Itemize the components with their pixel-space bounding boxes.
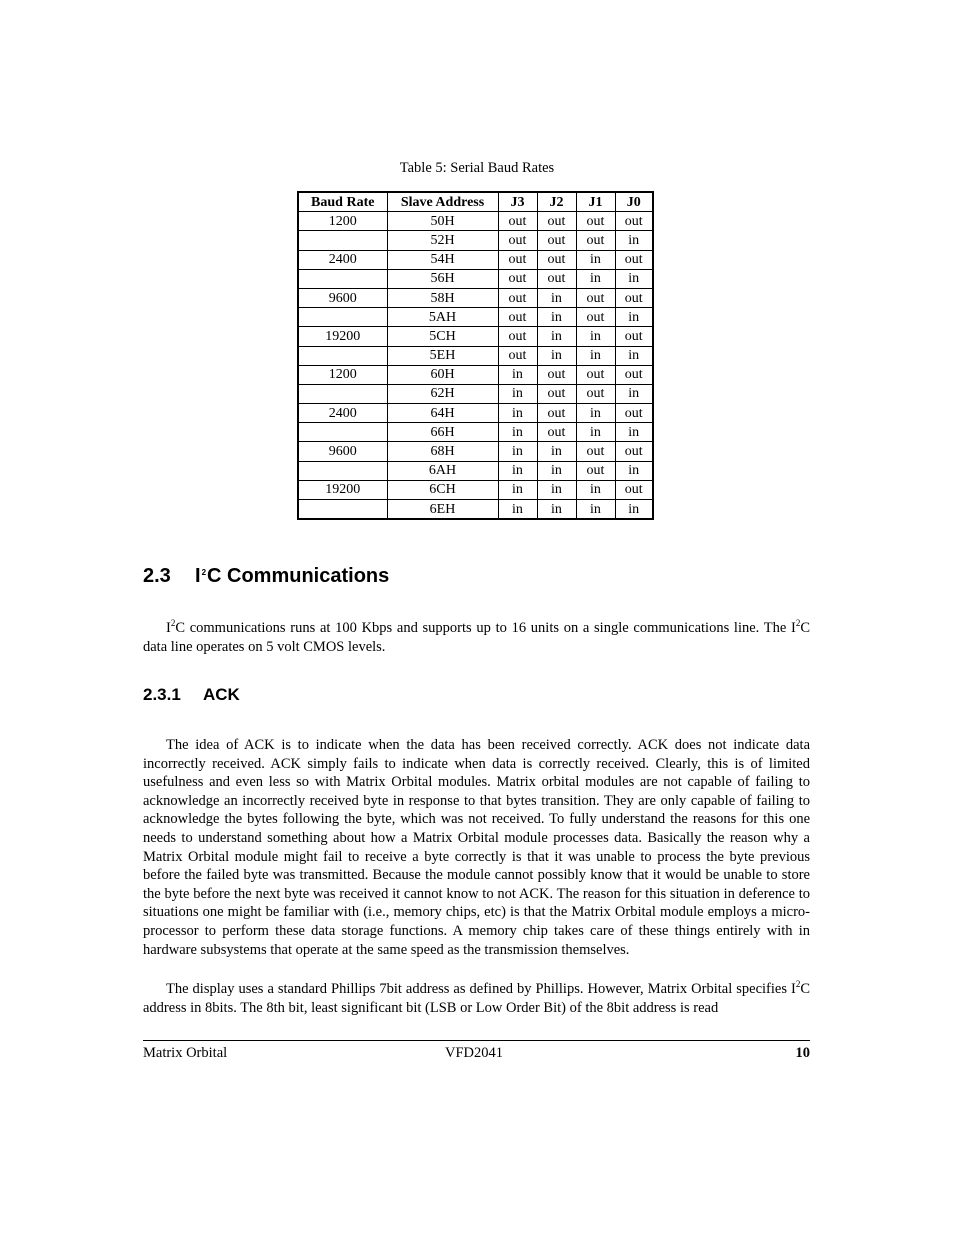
para-text: C address in 8bits. The 8th bit, least significant bit (LSB or Low Order Bit) of the 8bit address is read xyxy=(143,981,810,1016)
table-cell: in xyxy=(576,480,615,499)
table-cell: out xyxy=(576,365,615,384)
para-superscript: 2 xyxy=(795,618,801,628)
table-cell: 68H xyxy=(387,442,498,461)
table-cell xyxy=(298,231,387,250)
page-number: 10 xyxy=(795,1045,810,1061)
table-cell: out xyxy=(537,231,576,250)
table-cell: out xyxy=(498,308,537,327)
table-cell: in xyxy=(537,288,576,307)
subsection-heading xyxy=(143,685,240,705)
table-cell: 50H xyxy=(387,212,498,231)
table-cell: out xyxy=(498,231,537,250)
section-title-rest: C Communications xyxy=(207,565,390,587)
table-cell: 9600 xyxy=(298,442,387,461)
section-title-i: I xyxy=(195,565,201,587)
table-cell: in xyxy=(537,308,576,327)
ack-paragraph-2 xyxy=(143,980,810,1017)
table-cell: in xyxy=(615,500,653,520)
table-cell: out xyxy=(498,327,537,346)
table-cell: out xyxy=(615,404,653,423)
table-cell: out xyxy=(576,288,615,307)
table-row xyxy=(298,212,653,231)
table-cell: in xyxy=(537,500,576,520)
table-cell: in xyxy=(576,269,615,288)
header-j3: J3 xyxy=(498,192,537,212)
para-text: C communications runs at 100 Kbps and supports up to 16 units on a single communications line. The I xyxy=(175,620,796,636)
table-row xyxy=(298,327,653,346)
table-cell: in xyxy=(537,327,576,346)
table-row xyxy=(298,384,653,403)
table-cell: in xyxy=(498,365,537,384)
table-cell: 1200 xyxy=(298,212,387,231)
table-cell: in xyxy=(498,480,537,499)
table-cell: in xyxy=(498,461,537,480)
table-row xyxy=(298,442,653,461)
table-cell: out xyxy=(498,269,537,288)
table-body xyxy=(298,212,653,520)
table-cell: 52H xyxy=(387,231,498,250)
table-cell: out xyxy=(576,231,615,250)
table-cell: in xyxy=(615,269,653,288)
table-cell: 2400 xyxy=(298,404,387,423)
table-cell: in xyxy=(576,500,615,520)
table-row xyxy=(298,231,653,250)
table-cell: in xyxy=(537,346,576,365)
table-cell: 56H xyxy=(387,269,498,288)
table-cell: out xyxy=(537,250,576,269)
para-superscript: 2 xyxy=(170,618,176,628)
header-baud-rate: Baud Rate xyxy=(298,192,387,212)
table-header-row xyxy=(298,192,653,212)
table-cell: out xyxy=(498,212,537,231)
table-cell: 5EH xyxy=(387,346,498,365)
table-cell xyxy=(298,423,387,442)
table-cell: out xyxy=(537,212,576,231)
table-cell xyxy=(298,500,387,520)
table-cell xyxy=(298,308,387,327)
header-j2: J2 xyxy=(537,192,576,212)
table-cell: in xyxy=(498,500,537,520)
table-cell: 6CH xyxy=(387,480,498,499)
footer-left: Matrix Orbital xyxy=(143,1045,228,1061)
table-cell: in xyxy=(615,346,653,365)
table-cell: 64H xyxy=(387,404,498,423)
footer-rule xyxy=(143,1040,810,1041)
table-cell: 5AH xyxy=(387,308,498,327)
table-row xyxy=(298,480,653,499)
table-cell: in xyxy=(615,461,653,480)
table-cell: in xyxy=(498,442,537,461)
table-cell: 19200 xyxy=(298,480,387,499)
table-cell: out xyxy=(498,250,537,269)
table-cell: out xyxy=(576,212,615,231)
ack-paragraph-1: The idea of ACK is to indicate when the data has been received correctly. ACK does not indicate data incorrectly received. ACK simply fails to indicate when data is correctly received. Clearly, this is of limited usefulness and even less so with Matrix Orbital modules. Matrix orbital modules are not capable of failing to acknowledge an incorrectly received byte in response to that bytes transition. They are only capable of failing to acknowledge the bytes following the byte, which was not received. To fully understand the reasons for this one needs to understand something about how a Matrix Orbital module processes data. Basically the reason why a Matrix Orbital module might fail to receive a byte correctly is that it was unable to process the byte previous before the failed byte was transmitted. Because the module cannot possibly know that it would be unable to store the byte before the next byte was received it cannot know to not ACK. The reason for this situation in deference to situations one might be familiar with (i.e., memory chips, etc) is that the Matrix Orbital module employs a micro-processor to perform these data storage functions. A memory chip takes care of these things entirely with in hardware subsystems that operate at the same speed as the transmission themselves. xyxy=(143,737,810,958)
section-heading xyxy=(143,565,389,588)
table-row xyxy=(298,346,653,365)
table-cell: out xyxy=(498,346,537,365)
table-cell: out xyxy=(537,423,576,442)
table-cell: out xyxy=(576,308,615,327)
table-cell: 6EH xyxy=(387,500,498,520)
table-cell: out xyxy=(537,365,576,384)
table-cell: out xyxy=(537,384,576,403)
serial-baud-rates-table xyxy=(297,191,654,520)
table-cell: 19200 xyxy=(298,327,387,346)
table-cell: 2400 xyxy=(298,250,387,269)
subsection-number: 2.3.1 xyxy=(143,685,181,704)
table-cell xyxy=(298,346,387,365)
table-row xyxy=(298,288,653,307)
table-cell: out xyxy=(576,442,615,461)
table-row xyxy=(298,423,653,442)
header-slave-address: Slave Address xyxy=(387,192,498,212)
table-cell: in xyxy=(576,423,615,442)
table-cell: 6AH xyxy=(387,461,498,480)
table-cell: in xyxy=(576,404,615,423)
header-j0: J0 xyxy=(615,192,653,212)
table-cell: out xyxy=(537,404,576,423)
table-cell xyxy=(298,384,387,403)
table-cell: 5CH xyxy=(387,327,498,346)
table-cell: in xyxy=(498,423,537,442)
subsection-title: ACK xyxy=(203,685,240,704)
para-text: I xyxy=(166,620,171,636)
table-cell: in xyxy=(498,404,537,423)
table-caption: Table 5: Serial Baud Rates xyxy=(399,160,555,176)
table-cell: 9600 xyxy=(298,288,387,307)
table-cell: 62H xyxy=(387,384,498,403)
para-text: C data line operates on 5 volt CMOS levels. xyxy=(143,620,810,655)
table-row xyxy=(298,461,653,480)
table-row xyxy=(298,365,653,384)
table-cell: out xyxy=(615,212,653,231)
para-superscript: 2 xyxy=(795,979,801,989)
table-cell: in xyxy=(615,308,653,327)
table-cell: 60H xyxy=(387,365,498,384)
table-cell xyxy=(298,269,387,288)
table-cell: 1200 xyxy=(298,365,387,384)
table-cell: out xyxy=(615,365,653,384)
table-cell: out xyxy=(498,288,537,307)
section-title-superscript: 2 xyxy=(201,568,207,577)
table-cell: out xyxy=(576,461,615,480)
header-j1: J1 xyxy=(576,192,615,212)
table-cell: 66H xyxy=(387,423,498,442)
section-paragraph xyxy=(143,619,810,656)
table-cell: out xyxy=(615,480,653,499)
table-cell: 54H xyxy=(387,250,498,269)
table-cell: in xyxy=(576,250,615,269)
table-cell: out xyxy=(537,269,576,288)
table-cell: out xyxy=(615,288,653,307)
table-row xyxy=(298,500,653,520)
table-cell: in xyxy=(537,461,576,480)
table-cell: in xyxy=(615,231,653,250)
table-cell: out xyxy=(615,327,653,346)
table-cell: in xyxy=(498,384,537,403)
table-cell: in xyxy=(615,384,653,403)
table-cell: in xyxy=(615,423,653,442)
section-number: 2.3 xyxy=(143,565,171,587)
para-text: The display uses a standard Phillips 7bit address as defined by Phillips. However, Matrix Orbital specifies I xyxy=(166,981,796,997)
table-cell: out xyxy=(615,250,653,269)
table-cell: in xyxy=(537,442,576,461)
table-cell: in xyxy=(537,480,576,499)
footer-center: VFD2041 xyxy=(445,1045,504,1061)
table-cell: out xyxy=(576,384,615,403)
table-row xyxy=(298,269,653,288)
table-cell: out xyxy=(615,442,653,461)
table-cell: in xyxy=(576,327,615,346)
table-row xyxy=(298,308,653,327)
table-row xyxy=(298,250,653,269)
table-cell: in xyxy=(576,346,615,365)
table-cell: 58H xyxy=(387,288,498,307)
table-row xyxy=(298,404,653,423)
table-cell xyxy=(298,461,387,480)
